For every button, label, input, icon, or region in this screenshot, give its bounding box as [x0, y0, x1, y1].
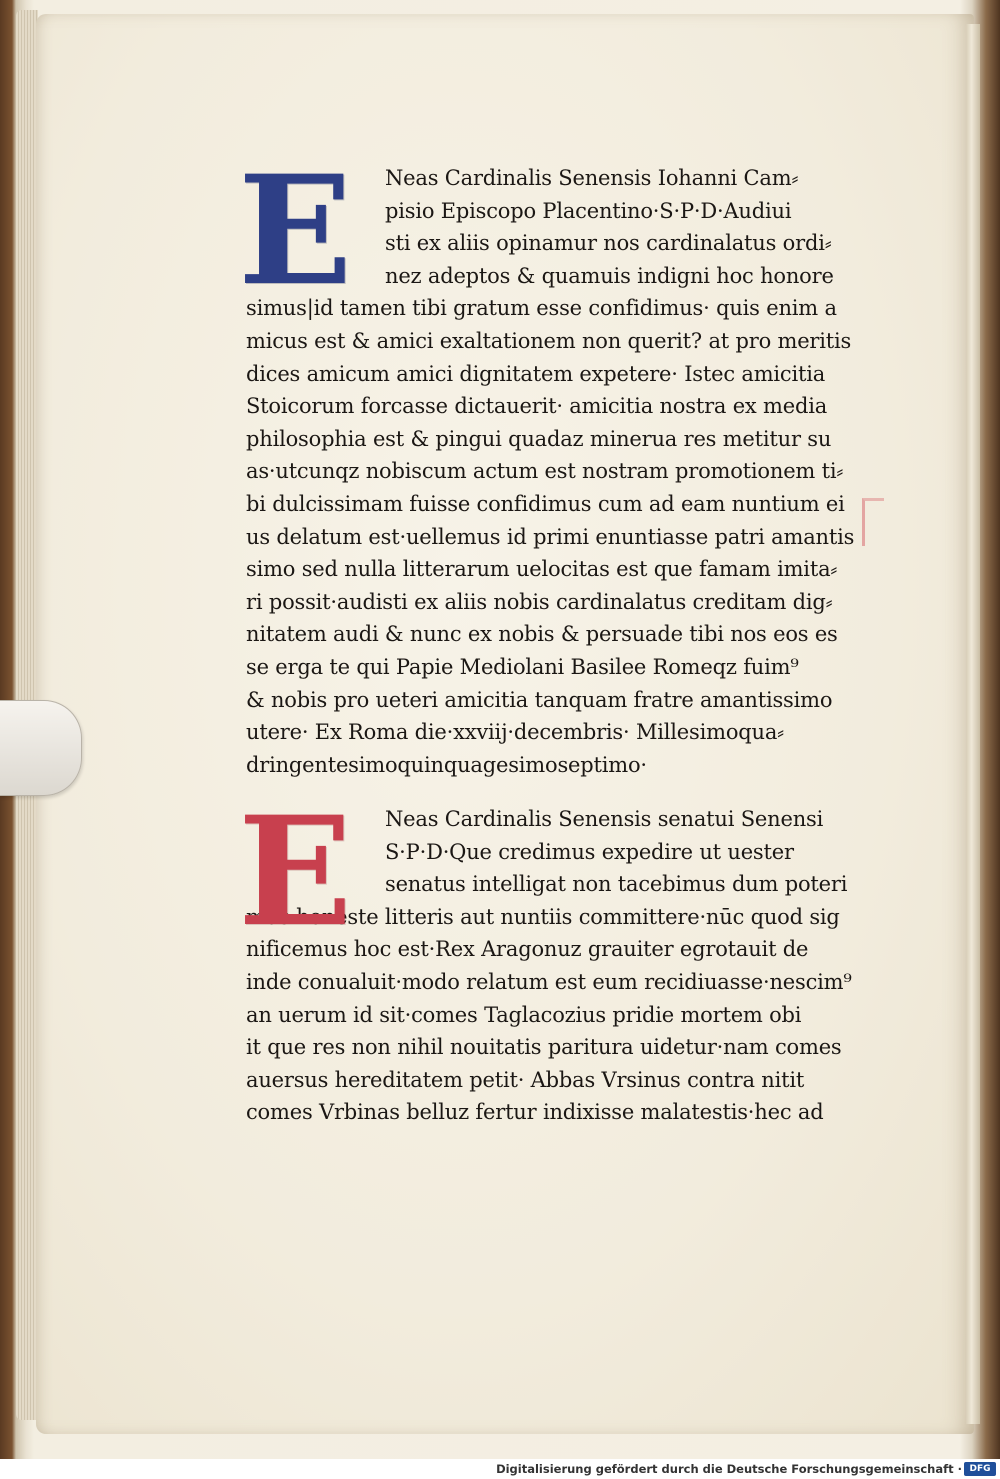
text-line: dringentesimoquinquagesimoseptimo· — [246, 752, 647, 777]
text-line: sti ex aliis opinamur nos cardinalatus ordi⸗ — [385, 231, 832, 256]
text-line: as·utcunqz nobiscum actum est nostram promotionem ti⸗ — [246, 459, 844, 484]
text-line: se erga te qui Papie Mediolani Basilee Romeqz fuim⁹ — [246, 654, 799, 679]
text-line: auersus hereditatem petit· Abbas Vrsinus contra nitit — [246, 1067, 805, 1092]
text-line: nificemus hoc est·Rex Aragonuz grauiter egrotauit de — [246, 937, 809, 962]
text-line: comes Vrbinas belluz fertur indixisse malatestis·hec ad — [246, 1100, 824, 1125]
text-line: Neas Cardinalis Senensis senatui Senensi — [385, 807, 824, 831]
text-line: & nobis pro ueteri amicitia tanquam fratre amantissimo — [246, 687, 833, 712]
text-line: utere· Ex Roma die·xxviij·decembris· Millesimoqua⸗ — [246, 720, 784, 745]
letter-section-2 — [238, 784, 866, 1129]
text-line: micus est & amici exaltationem non querit? at pro meritis — [246, 328, 852, 353]
page-right-edge — [966, 24, 980, 1424]
text-line: bi dulcissimam fuisse confidimus cum ad eam nuntium ei — [246, 491, 845, 516]
footer-credit: Digitalisierung gefördert durch die Deutsche Forschungsgemeinschaft · — [496, 1462, 962, 1476]
text-line: ri possit·audisti ex aliis nobis cardinalatus creditam dig⸗ — [246, 589, 833, 614]
text-line: us delatum est·uellemus id primi enuntiasse patri amantis — [246, 524, 855, 549]
text-line: simus|id tamen tibi gratum esse confidimus· quis enim a — [246, 296, 837, 321]
letter-section-1 — [238, 143, 866, 781]
page-clip — [0, 700, 82, 796]
footer-bar — [0, 1459, 1000, 1479]
text-line: senatus intelligat non tacebimus dum poteri — [385, 872, 848, 897]
text-line: Stoicorum forcasse dictauerit· amicitia nostra ex media — [246, 394, 828, 419]
text-line: pisio Episcopo Placentino·S·P·D·Audiui — [385, 198, 792, 223]
text-line: nitatem audi & nunc ex nobis & persuade tibi nos eos es — [246, 622, 838, 647]
initial-letter-red: E — [238, 784, 353, 960]
dfg-logo: DFG — [964, 1462, 996, 1476]
text-line: simo sed nulla litterarum uelocitas est que famam imita⸗ — [246, 557, 838, 582]
text-line: nez adeptos & quamuis indigni hoc honore — [385, 263, 834, 288]
text-line: mus honeste litteris aut nuntiis committere·nūc quod sig — [246, 904, 840, 929]
text-line: inde conualuit·modo relatum est eum recidiuasse·nescim⁹ — [246, 969, 852, 994]
text-line: dices amicum amici dignitatem expetere· Istec amicitia — [246, 361, 826, 386]
text-line: philosophia est & pingui quadaz minerua res metitur su — [246, 426, 832, 451]
initial-letter-blue: E — [238, 143, 353, 319]
text-line: it que res non nihil nouitatis paritura uidetur·nam comes — [246, 1035, 842, 1060]
text-line: Neas Cardinalis Senensis Iohanni Cam⸗ — [385, 166, 799, 190]
text-line: S·P·D·Que credimus expedire ut uester — [385, 839, 794, 864]
text-line: an uerum id sit·comes Taglacozius pridie mortem obi — [246, 1002, 802, 1027]
